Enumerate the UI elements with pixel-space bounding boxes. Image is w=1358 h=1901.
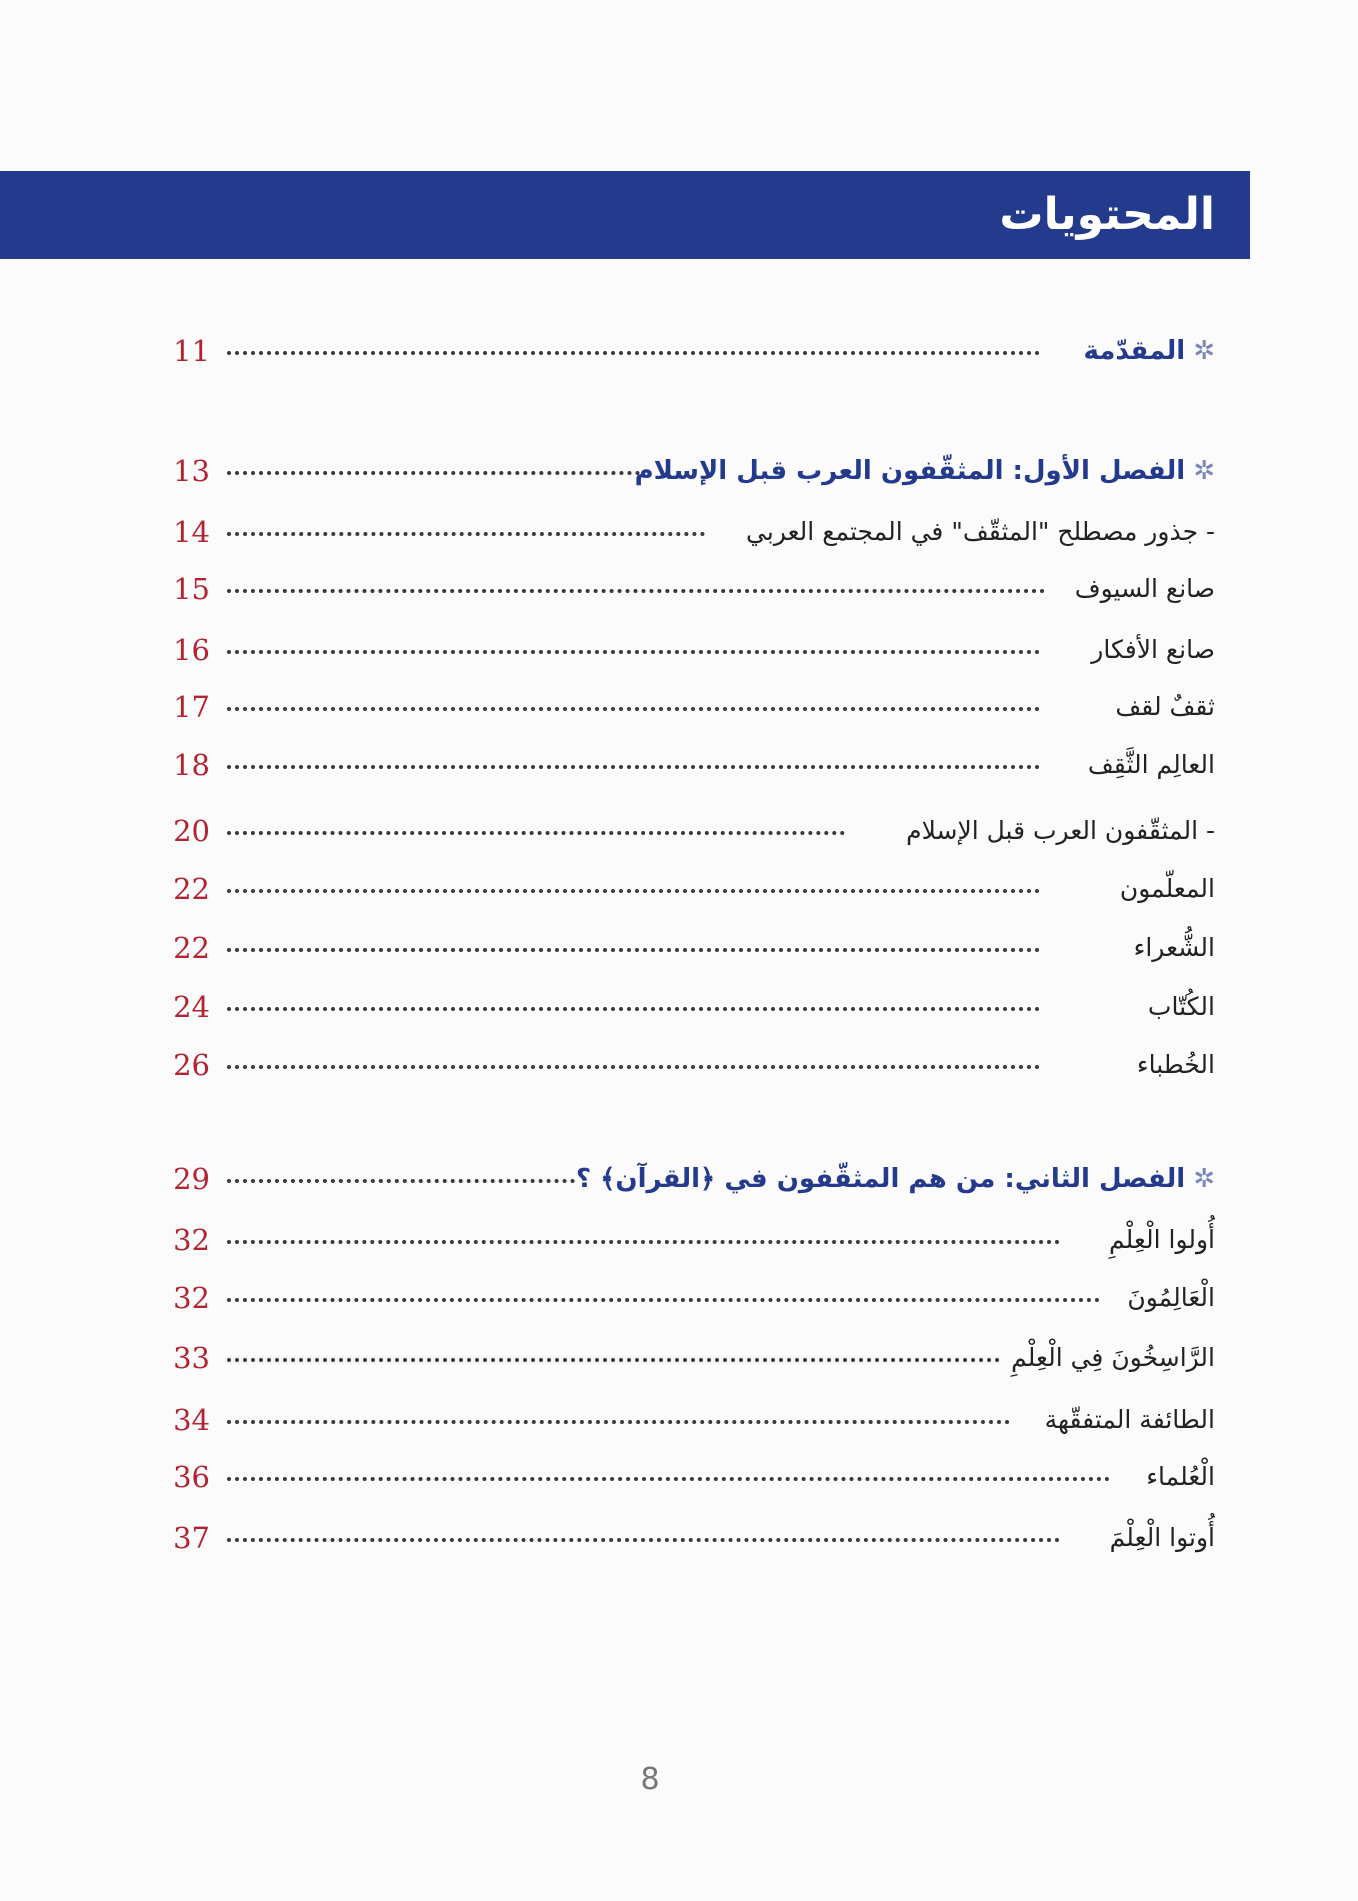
toc-entry-label xyxy=(1110,1513,1215,1563)
toc-dot-leader xyxy=(227,1477,1110,1481)
toc-page-number: 22 xyxy=(173,872,210,906)
toc-dot-leader xyxy=(227,1179,575,1183)
toc-label-text: الرَّاسِخُونَ فِي الْعِلْمِ xyxy=(1011,1343,1215,1372)
toc-page-number: 32 xyxy=(173,1223,210,1257)
toc-page-number: 18 xyxy=(173,748,210,782)
toc-row[interactable] xyxy=(165,682,1215,732)
toc-page-number: 16 xyxy=(173,633,210,667)
toc-page-number: 13 xyxy=(173,454,210,488)
toc-dot-leader xyxy=(227,1298,1100,1302)
toc-page-number: 26 xyxy=(173,1048,210,1082)
toc-page-number: 15 xyxy=(173,572,210,606)
toc-row[interactable] xyxy=(165,1395,1215,1445)
toc-label-text: ثقفٌ لقف xyxy=(1115,692,1215,721)
toc-page-number: 20 xyxy=(173,814,210,848)
toc-entry-label xyxy=(1088,740,1215,790)
flower-bullet-icon: ✲ xyxy=(1193,1164,1215,1194)
toc-label-text: الفصل الثاني: من هم المثقّفون في ﴿القرآن﴾ ؟ xyxy=(576,1164,1186,1194)
toc-row[interactable] xyxy=(165,982,1215,1032)
toc-entry-label xyxy=(1120,864,1215,914)
toc-entry-label xyxy=(1127,1273,1215,1323)
toc-dot-leader xyxy=(227,532,705,536)
toc-label-text: - جذور مصطلح "المثقّف" في المجتمع العربي xyxy=(746,517,1215,546)
toc-entry-label xyxy=(1075,564,1215,614)
toc-row[interactable] xyxy=(165,923,1215,973)
toc-dot-leader xyxy=(227,589,1045,593)
toc-heading-row[interactable] xyxy=(165,326,1215,376)
toc-page-number: 37 xyxy=(173,1521,210,1555)
toc-entry-label xyxy=(1146,1452,1215,1502)
toc-row[interactable] xyxy=(165,1040,1215,1090)
toc-label-text: - المثقّفون العرب قبل الإسلام xyxy=(906,816,1215,845)
toc-entry-label xyxy=(1091,625,1215,675)
toc-page-number: 36 xyxy=(173,1460,210,1494)
toc-dot-leader xyxy=(227,948,1040,952)
toc-entry-label xyxy=(1011,1333,1215,1383)
toc-dot-leader xyxy=(227,1420,1010,1424)
toc-row[interactable] xyxy=(165,1215,1215,1265)
toc-dot-leader xyxy=(227,707,1040,711)
toc-row[interactable] xyxy=(165,1452,1215,1502)
flower-bullet-icon: ✲ xyxy=(1193,336,1215,366)
toc-page-number: 11 xyxy=(173,334,210,368)
toc-page-number: 32 xyxy=(173,1281,210,1315)
toc-label-text: الكُتّاب xyxy=(1147,992,1215,1021)
toc-label-text: الفصل الأول: المثقّفون العرب قبل الإسلام xyxy=(634,456,1186,486)
toc-entry-label xyxy=(1045,1395,1215,1445)
toc-label-text: صانع السيوف xyxy=(1074,574,1215,603)
toc-dot-leader xyxy=(227,1240,1060,1244)
toc-page-number: 24 xyxy=(173,990,210,1024)
toc-row[interactable] xyxy=(165,864,1215,914)
toc-label-text: صانع الأفكار xyxy=(1091,635,1215,664)
toc-row[interactable] xyxy=(165,740,1215,790)
toc-label-text: الْعَالِمُونَ xyxy=(1127,1283,1215,1312)
page-title: المحتويات xyxy=(999,189,1215,240)
toc-dot-leader xyxy=(227,1538,1060,1542)
toc-label-text: الْعُلماء xyxy=(1146,1462,1215,1491)
toc-row[interactable] xyxy=(165,507,1215,557)
toc-page-number: 33 xyxy=(173,1341,210,1375)
toc-label-text: العالِم الثَّقِف xyxy=(1087,750,1215,779)
toc-dot-leader xyxy=(227,1007,1040,1011)
toc-row[interactable] xyxy=(165,1513,1215,1563)
page-number: 8 xyxy=(640,1762,660,1797)
toc-label-text: الطائفة المتفقّهة xyxy=(1044,1405,1215,1434)
toc-dot-leader xyxy=(227,650,1040,654)
toc-dot-leader xyxy=(227,889,1040,893)
toc-heading-row[interactable] xyxy=(165,1154,1215,1204)
toc-heading-label xyxy=(635,446,1215,496)
toc-entry-label xyxy=(1115,682,1215,732)
toc-dot-leader xyxy=(227,351,1040,355)
toc-dot-leader xyxy=(227,1358,1000,1362)
toc-entry-label xyxy=(1109,1215,1215,1265)
toc-dot-leader xyxy=(227,471,640,475)
toc-page-number: 29 xyxy=(173,1162,210,1196)
toc-row[interactable] xyxy=(165,625,1215,675)
toc-label-text: الشُّعراء xyxy=(1133,933,1215,962)
toc-row[interactable] xyxy=(165,1333,1215,1383)
toc-entry-label xyxy=(1137,1040,1215,1090)
toc-page-number: 34 xyxy=(173,1403,210,1437)
toc-entry-label xyxy=(906,806,1215,856)
toc-row[interactable] xyxy=(165,564,1215,614)
toc-label-text: المقدّمة xyxy=(1083,336,1186,366)
toc-page-number: 14 xyxy=(173,515,210,549)
toc-entry-label xyxy=(746,507,1215,557)
toc-row[interactable] xyxy=(165,806,1215,856)
toc-label-text: الخُطباء xyxy=(1136,1050,1215,1079)
toc-label-text: أُولوا الْعِلْمِ xyxy=(1109,1225,1215,1254)
toc-heading-label xyxy=(576,1154,1215,1204)
toc-entry-label xyxy=(1134,923,1215,973)
toc-page-number: 22 xyxy=(173,931,210,965)
toc-dot-leader xyxy=(227,831,845,835)
toc-heading-row[interactable] xyxy=(165,446,1215,496)
toc-dot-leader xyxy=(227,1065,1040,1069)
toc-label-text: أُوتوا الْعِلْمَ xyxy=(1109,1523,1215,1552)
toc-dot-leader xyxy=(227,765,1040,769)
toc-page-number: 17 xyxy=(173,690,210,724)
toc-row[interactable] xyxy=(165,1273,1215,1323)
flower-bullet-icon: ✲ xyxy=(1193,456,1215,486)
toc-label-text: المعلّمون xyxy=(1119,874,1215,903)
toc-heading-label xyxy=(1084,326,1216,376)
toc-entry-label xyxy=(1148,982,1215,1032)
